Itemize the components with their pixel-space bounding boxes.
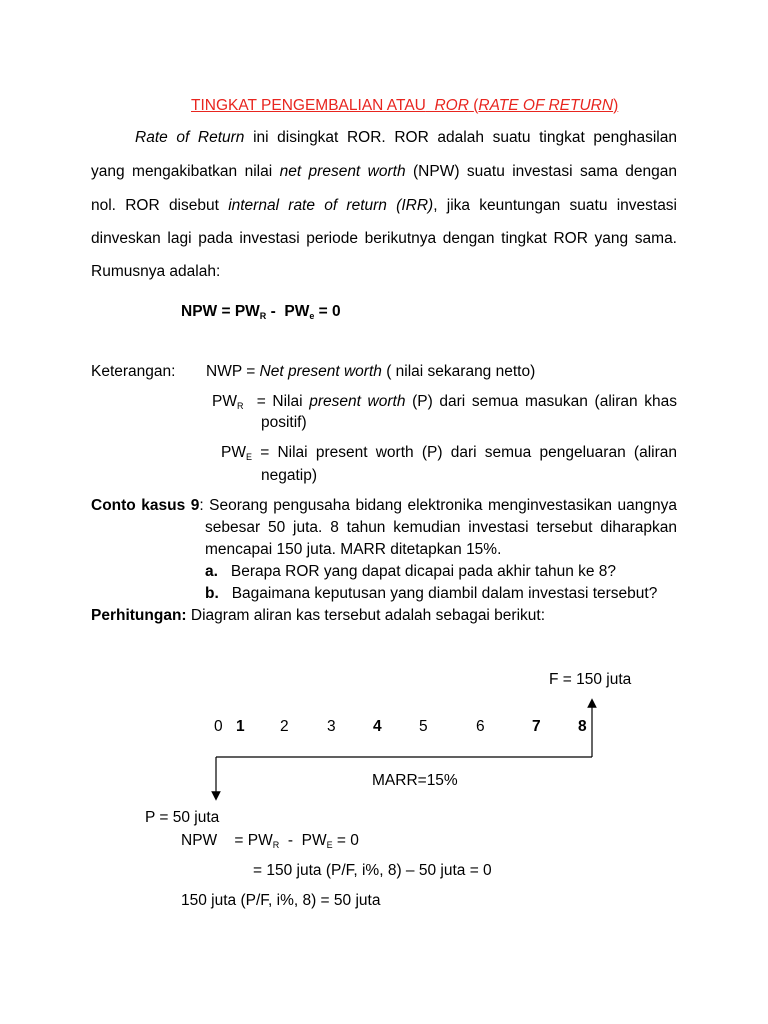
question-a: a. Berapa ROR yang dapat dicapai pada akhir tahun ke 8?: [205, 563, 617, 580]
keterangan-pwe: $PW_E$ = Nilai present worth (P) dari semua pengeluaran (aliran: [221, 444, 677, 462]
perhitungan-line: Perhitungan: Diagram aliran kas tersebut adalah sebagai berikut:: [91, 607, 546, 624]
calc-line-2: = 150 juta (P/F, i%, 8) – 50 juta = 0: [253, 862, 492, 879]
keterangan-pwr-cont: positif): [261, 414, 307, 431]
future-value-label: F = 150 juta: [549, 671, 632, 688]
period-tick: 0: [214, 718, 223, 735]
period-tick: 3: [327, 718, 336, 735]
title-text: TINGKAT PENGEMBALIAN ATAU: [191, 97, 426, 114]
intro-line-2: yang mengakibatkan nilai net present worth (NPW) suatu investasi sama dengan: [91, 163, 678, 180]
title-paren-open: (: [473, 97, 479, 114]
keterangan-pwr: $PW_R$ = Nilai present worth (P) dari semua masukan (aliran khas: [212, 393, 677, 411]
period-tick: 7: [532, 718, 541, 735]
marr-label: MARR=15%: [372, 772, 458, 789]
keterangan-nwp: NWP = Net present worth ( nilai sekarang netto): [206, 363, 536, 380]
period-tick: 8: [578, 718, 587, 735]
period-tick: 6: [476, 718, 485, 735]
period-tick: 5: [419, 718, 428, 735]
title-paren-close: ): [613, 97, 619, 114]
calc-line-1: NPW = $PW_R - PW_E = 0$: [181, 832, 359, 850]
period-tick: 4: [373, 718, 382, 735]
keterangan-pwe-cont: negatip): [261, 467, 318, 484]
question-b: b. Bagaimana keputusan yang diambil dalam investasi tersebut?: [205, 585, 658, 602]
calc-line-3: 150 juta (P/F, i%, 8) = 50 juta: [181, 892, 381, 909]
title-ror: ROR: [434, 97, 469, 114]
title-rate-of-return: RATE OF RETURN: [478, 97, 614, 114]
kasus-line-2: sebesar 50 juta. 8 tahun kemudian investasi tersebut diharapkan: [205, 519, 677, 536]
kasus-line-1: Conto kasus 9: Seorang pengusaha bidang elektronika menginvestasikan uangnya: [91, 497, 677, 514]
intro-line-4: dinveskan lagi pada investasi periode berikutnya dengan tingkat ROR yang sama.: [91, 230, 677, 247]
npw-formula: NPW = $PW_R - PW_e = 0$: [181, 303, 341, 321]
keterangan-label: Keterangan:: [91, 363, 176, 380]
intro-line-3: nol. ROR disebut internal rate of return (IRR), jika keuntungan suatu investasi: [91, 197, 678, 214]
period-tick: 2: [280, 718, 289, 735]
intro-line-5: Rumusnya adalah:: [91, 263, 221, 280]
period-tick: 1: [236, 718, 245, 735]
present-value-label: P = 50 juta: [145, 809, 220, 826]
kasus-line-3: mencapai 150 juta. MARR ditetapkan 15%.: [205, 541, 502, 558]
intro-line-1: Rate of Return ini disingkat ROR. ROR adalah suatu tingkat penghasilan: [135, 129, 677, 146]
